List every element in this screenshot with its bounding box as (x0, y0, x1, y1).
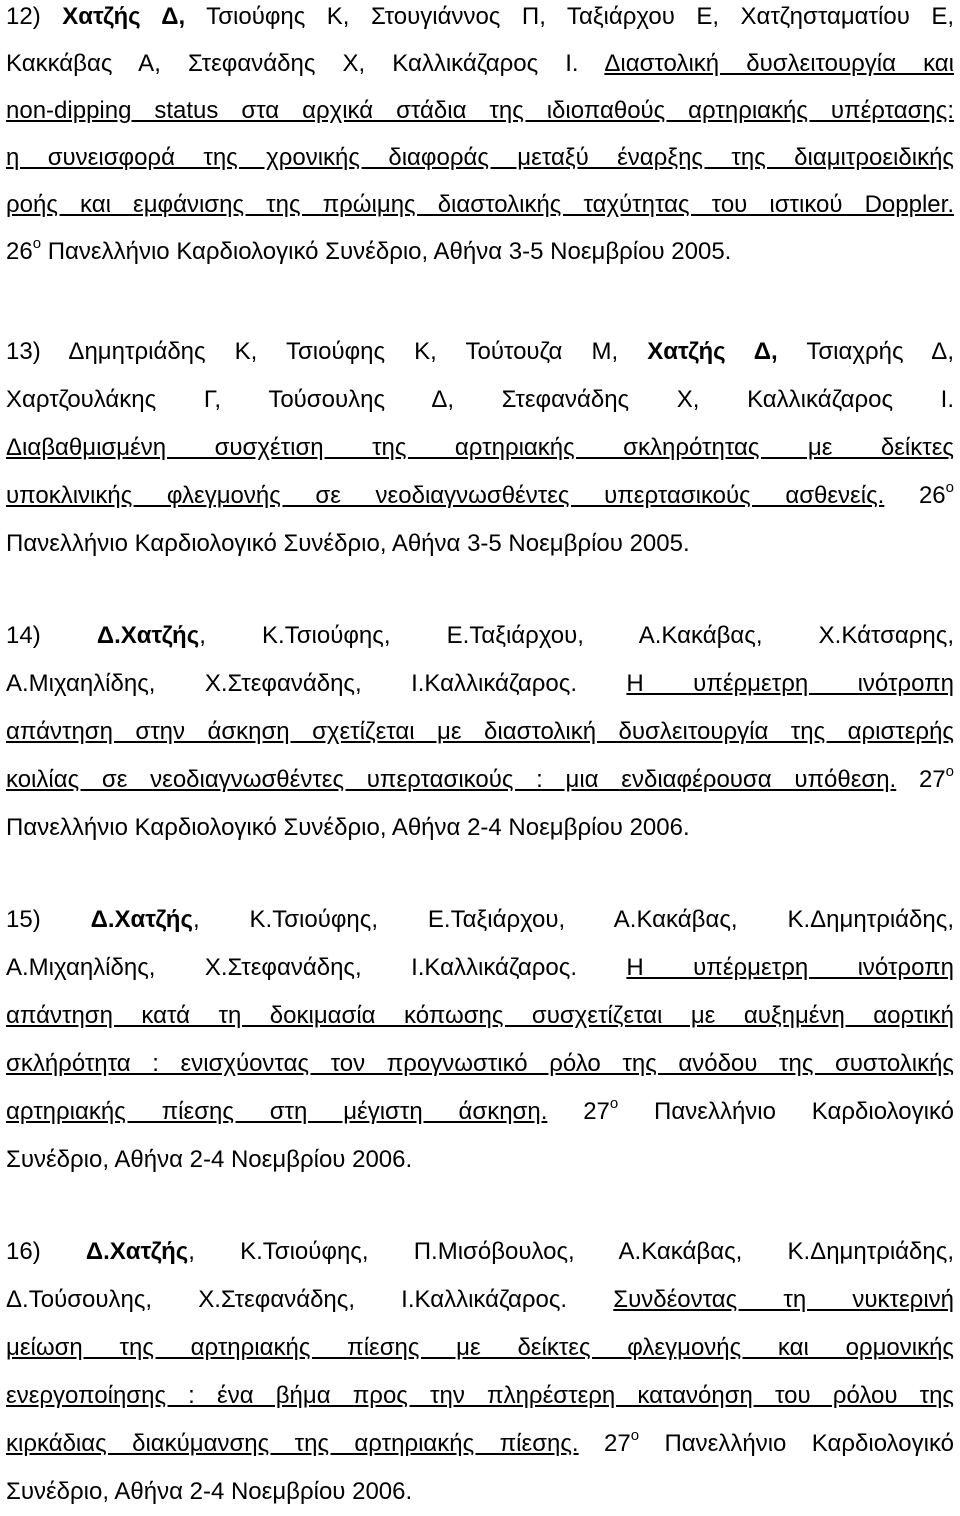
ordinal-superscript: ο (32, 235, 42, 252)
paper-title: μείωση της αρτηριακής πίεσης με δείκτες φλεγμονής και ορμονικής (6, 1334, 954, 1361)
paper-title: η συνεισφορά της χρονικής διαφοράς μεταξύ έναρξης της διαμιτροειδικής (6, 144, 954, 171)
text-run: Συνέδριο, Αθήνα 2-4 Νοεμβρίου 2006. (6, 1478, 413, 1505)
text-run: 15) (6, 906, 91, 933)
entry-line (6, 1276, 954, 1324)
text-run: 26 (6, 238, 33, 265)
entry-line (6, 612, 954, 660)
text-run: 27 (547, 1098, 610, 1125)
text-run: Πανελλήνιο Καρδιολογικό Συνέδριο, Αθήνα 2-4 Νοεμβρίου 2006. (6, 814, 690, 841)
entry-line (6, 134, 954, 181)
text-run: , Κ.Τσιούφης, Ε.Ταξιάρχου, Α.Κακάβας, Κ.Δημητριάδης, (192, 906, 954, 933)
author-highlight: Χατζής Δ, (62, 3, 186, 30)
author-highlight: Δ.Χατζής (85, 1238, 189, 1265)
reference-entry-14 (6, 612, 954, 852)
paper-title: απάντηση κατά τη δοκιμασία κόπωσης συσχετίζεται με αυξημένη αορτική (6, 1002, 954, 1029)
entry-line (6, 40, 954, 87)
entry-line (6, 804, 954, 852)
text-run: Δ.Τούσουλης, Χ.Στεφανάδης, Ι.Καλλικάζαρος. (6, 1286, 614, 1313)
paper-title: απάντηση στην άσκηση σχετίζεται με διαστολική δυσλειτουργία της αριστερής (6, 718, 954, 745)
text-run: Α.Μιχαηλίδης, Χ.Στεφανάδης, Ι.Καλλικάζαρος. (6, 954, 627, 981)
paper-title: κιρκάδιας διακύμανσης της αρτηριακής πίεσης. (6, 1430, 579, 1457)
text-run: Συνέδριο, Αθήνα 2-4 Νοεμβρίου 2006. (6, 1146, 413, 1173)
paper-title: ροής και εμφάνισης της πρώιμης διαστολικής ταχύτητας του ιστικού Doppler. (6, 191, 954, 218)
entry-line (6, 87, 954, 134)
text-run: 26 (884, 482, 946, 509)
text-run: Κακκάβας Α, Στεφανάδης Χ, Καλλικάζαρος Ι. (6, 50, 605, 77)
entry-line (6, 1228, 954, 1276)
entry-line (6, 992, 954, 1040)
paper-title: αρτηριακής πίεσης στη μέγιστη άσκηση. (6, 1098, 548, 1125)
text-run: 27 (896, 766, 946, 793)
text-run: 14) (6, 622, 97, 649)
ordinal-superscript: ο (945, 763, 954, 780)
paper-title: ενεργοποίησης : ένα βήμα προς την πληρέστερη κατανόηση του ρόλου της (6, 1382, 954, 1409)
entry-line (6, 1088, 954, 1136)
paper-title: κοιλίας σε νεοδιαγνωσθέντες υπερτασικούς : μια ενδιαφέρουσα υπόθεση. (6, 766, 897, 793)
reference-entry-16 (6, 1228, 954, 1516)
entry-line (6, 472, 954, 520)
entry-line (6, 896, 954, 944)
entry-line (6, 1372, 954, 1420)
entry-line (6, 424, 954, 472)
entry-line (6, 660, 954, 708)
ordinal-superscript: ο (945, 479, 954, 496)
reference-entry-15 (6, 896, 954, 1184)
paper-title: Συνδέοντας τη νυκτερινή (613, 1286, 954, 1313)
text-run: Πανελλήνιο Καρδιολογικό Συνέδριο, Αθήνα 3-5 Νοεμβρίου 2005. (41, 238, 732, 265)
paper-title: non-dipping status στα αρχικά στάδια της ιδιοπαθούς αρτηριακής υπέρτασης: (6, 97, 954, 124)
entry-line (6, 181, 954, 228)
entry-line (6, 1136, 954, 1184)
entry-line (6, 0, 954, 40)
author-highlight: Δ.Χατζής (90, 906, 193, 933)
text-run: Τσιούφης Κ, Στουγιάννος Π, Ταξιάρχου Ε, Χατζησταματίου Ε, (185, 3, 954, 30)
entry-line (6, 944, 954, 992)
text-run: Α.Μιχαηλίδης, Χ.Στεφανάδης, Ι.Καλλικάζαρος. (6, 670, 627, 697)
entry-line (6, 1420, 954, 1468)
text-run: 13) Δημητριάδης Κ, Τσιούφης Κ, Τούτουζα Μ, (6, 338, 648, 365)
text-run: 16) (6, 1238, 86, 1265)
entry-line (6, 1040, 954, 1088)
text-run: Τσιαχρής Δ, (777, 338, 954, 365)
entry-line (6, 1324, 954, 1372)
reference-entry-12 (6, 0, 954, 275)
ordinal-superscript: ο (630, 1427, 640, 1444)
author-highlight: Δ.Χατζής (96, 622, 200, 649)
entry-line (6, 756, 954, 804)
entry-line (6, 520, 954, 568)
paper-title: Διαβαθμισμένη συσχέτιση της αρτηριακής σκληρότητας με δείκτες (6, 434, 954, 461)
paper-title: Η υπέρμετρη ινότροπη (626, 954, 954, 981)
paper-title: Η υπέρμετρη ινότροπη (626, 670, 954, 697)
text-run: Πανελλήνιο Καρδιολογικό (639, 1430, 954, 1457)
paper-title: Διαστολική δυσλειτουργία και (604, 50, 954, 77)
text-run: Χαρτζουλάκης Γ, Τούσουλης Δ, Στεφανάδης Χ, Καλλικάζαρος Ι. (6, 386, 954, 413)
paper-title: σκλήρότητα : ενισχύοντας τον προγνωστικό ρόλο της ανόδου της συστολικής (6, 1050, 954, 1077)
entry-line (6, 708, 954, 756)
text-run: Πανελλήνιο Καρδιολογικό (618, 1098, 954, 1125)
paper-title: υποκλινικής φλεγμονής σε νεοδιαγνωσθέντες υπερτασικούς ασθενείς. (6, 482, 885, 509)
reference-entry-13 (6, 328, 954, 568)
author-highlight: Χατζής Δ, (647, 338, 778, 365)
entry-line (6, 376, 954, 424)
text-run: 27 (578, 1430, 631, 1457)
text-run: 12) (6, 3, 63, 30)
text-run: , Κ.Τσιούφης, Π.Μισόβουλος, Α.Κακάβας, Κ.Δημητριάδης, (188, 1238, 954, 1265)
ordinal-superscript: ο (609, 1095, 619, 1112)
text-run: Πανελλήνιο Καρδιολογικό Συνέδριο, Αθήνα 3-5 Νοεμβρίου 2005. (6, 530, 690, 557)
text-run: , Κ.Τσιούφης, Ε.Ταξιάρχου, Α.Κακάβας, Χ.Κάτσαρης, (199, 622, 954, 649)
entry-line (6, 228, 954, 275)
entry-line (6, 328, 954, 376)
